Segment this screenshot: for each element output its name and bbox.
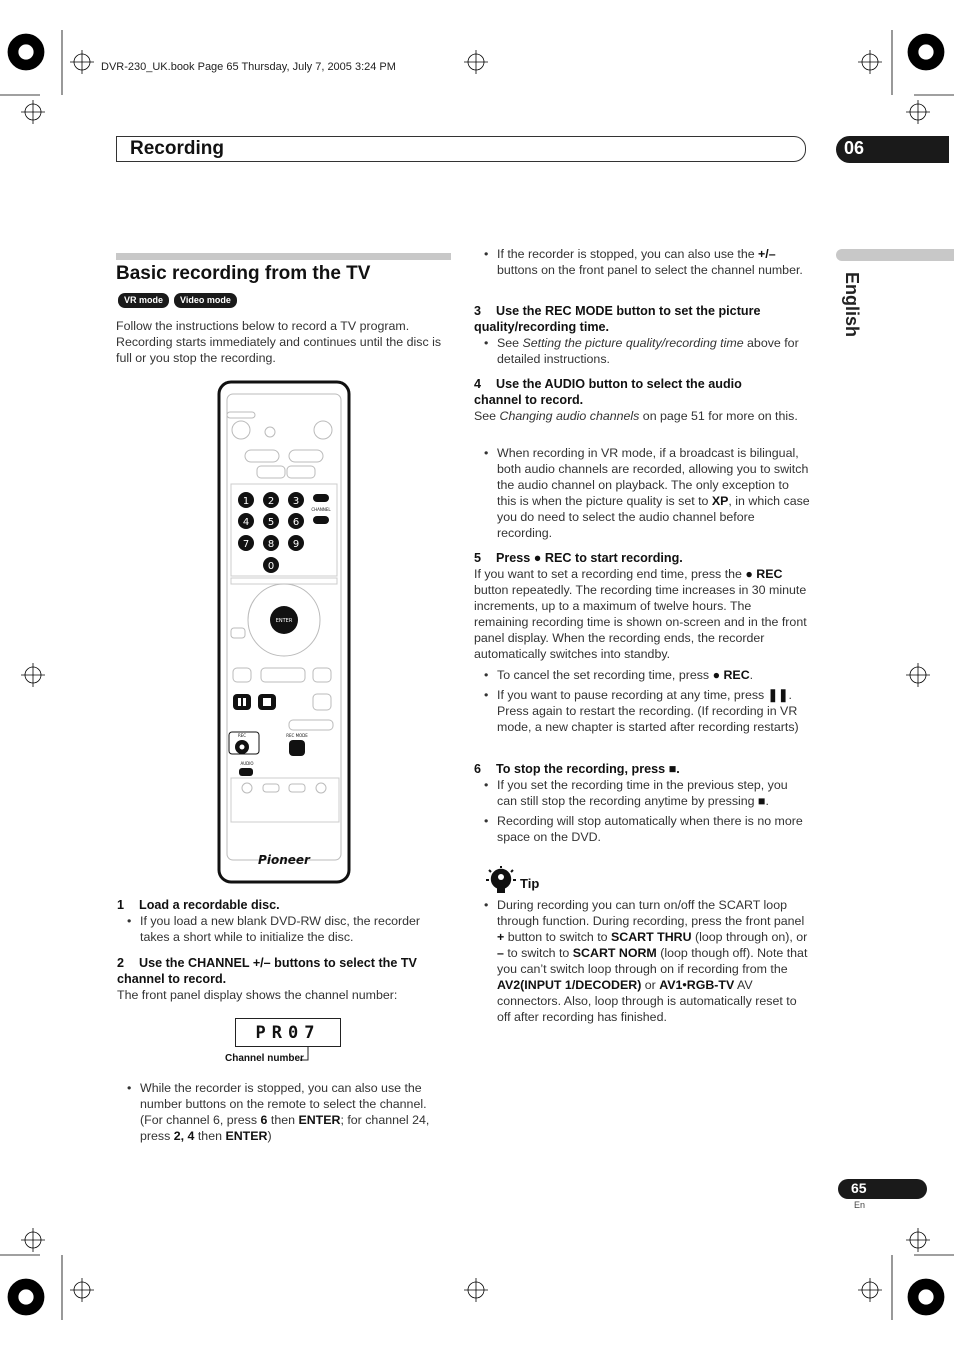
rec-label: REC: [237, 733, 247, 738]
sunburst-mark-br: [908, 1279, 944, 1315]
section-rule: [116, 253, 451, 260]
tip-bullet: • During recording you can turn on/off the SCART loop through function. During recording, press the front panel + button to switch to SCART THRU (loop through on), or – to switch to SCART NORM (loop though off). Note that you can’t switch loop through on if recording from the AV2(INPUT 1/DECODER) or AV1•RGB-TV AV connectors. Also, loop through is automatically reset to off after recording has finished.: [474, 897, 810, 1025]
digit-label: 2: [267, 496, 275, 507]
step-1-title: 1 Load a recordable disc.: [117, 898, 280, 912]
digit-button-6: [288, 513, 304, 529]
pioneer-logo: Pioneer: [258, 853, 310, 867]
step-5-bullet-2: • If you want to pause recording at any time, press ❚❚. Press again to restart the recording. (If recording in VR mode, a new chapter is started after recording restarts): [474, 687, 810, 735]
remote-control-illustration: [217, 380, 351, 885]
intro-paragraph: Follow the instructions below to record a TV program. Recording starts immediately and continues until the disc is full or you stop the recording.: [116, 319, 442, 365]
digit-label: 3: [292, 496, 300, 507]
pause-button: [233, 694, 251, 710]
channel-label: CHANNEL: [311, 507, 331, 512]
digit-button-9: [288, 535, 304, 551]
language-label: English: [842, 272, 862, 338]
tip-lightbulb-icon: [486, 866, 516, 896]
step-2-body: The front panel display shows the channel number:: [117, 988, 398, 1002]
sunburst-mark-tl: [8, 34, 44, 70]
print-header: DVR-230_UK.book Page 65 Thursday, July 7, 2005 3:24 PM: [101, 61, 396, 73]
page-language: En: [854, 1200, 866, 1210]
channel-minus-button: [313, 516, 329, 524]
step-5-title: 5 Press ● REC to start recording.: [474, 551, 683, 565]
digit-button-7: [238, 535, 254, 551]
section-title: Basic recording from the TV: [116, 263, 371, 284]
step-4-title: 4 Use the AUDIO button to select the audio channel to record.: [474, 377, 742, 407]
channel-front-panel-bullet: • If the recorder is stopped, you can also use the +/– buttons on the front panel to select the channel number.: [474, 246, 806, 278]
step-4-body: See Changing audio channels on page 51 for more on this.: [474, 409, 798, 423]
page-number: 65: [851, 1180, 867, 1196]
header-title: Recording: [130, 138, 224, 159]
digit-label: 4: [242, 517, 250, 528]
sunburst-mark-tr: [908, 34, 944, 70]
step-3-title: 3 Use the REC MODE button to set the picture quality/recording time.: [474, 304, 761, 334]
step-5-body: If you want to set a recording end time, press the ● REC button repeatedly. The recording time increases in 30 minute increments, up to a maximum of twelve hours. The remaining recording time is shown on-screen and in the front panel display. When the recording ends, the recorder automatically switches into standby.: [474, 567, 807, 661]
vr-mode-badge: VR mode: [118, 293, 169, 308]
step-2-bullet: • While the recorder is stopped, you can also use the number buttons on the remote to select the channel. (For channel 6, press 6 then ENTER; for channel 24, press 2, 4 then ENTER): [117, 1080, 451, 1144]
enter-label: ENTER: [275, 618, 293, 624]
video-mode-badge: Video mode: [174, 293, 237, 308]
step-5-bullet-1: • To cancel the set recording time, press ● REC.: [474, 667, 806, 683]
chapter-number: 06: [844, 138, 865, 158]
digit-button-5: [263, 513, 279, 529]
digit-label: 5: [267, 517, 275, 528]
language-tab: [836, 249, 954, 261]
step-1-bullet: • If you load a new blank DVD-RW disc, the recorder takes a short while to initialize the disc.: [117, 913, 447, 945]
digit-button-0: [263, 557, 279, 573]
digit-label: 7: [242, 539, 250, 550]
digit-label: 9: [292, 539, 300, 550]
digit-label: 1: [242, 496, 250, 507]
chapter-header-bar: [116, 136, 806, 162]
digit-label: 8: [267, 539, 275, 550]
front-panel-display: PR07: [235, 1018, 341, 1047]
step-6-bullet-1: • If you set the recording time in the previous step, you can still stop the recording anytime by pressing ■.: [474, 777, 810, 809]
rec-mode-button: [289, 740, 305, 756]
chapter-number-badge: [836, 136, 949, 163]
page-number-badge: [838, 1179, 927, 1199]
digit-label: 6: [292, 517, 300, 528]
step-6-bullet-2: • Recording will stop automatically when there is no more space on the DVD.: [474, 813, 806, 845]
step-6-title: 6 To stop the recording, press ■.: [474, 762, 680, 776]
step-4-bullet: • When recording in VR mode, if a broadcast is bilingual, both audio channels are recorded, allowing you to switch the audio channel on playback. The only exception to this is when the picture quality is set to XP, in which case you do need to select the audio channel before recording.: [474, 445, 810, 541]
step-3-bullet: • See Setting the picture quality/recording time above for detailed instructions.: [474, 335, 806, 367]
digit-button-2: [263, 492, 279, 508]
digit-button-4: [238, 513, 254, 529]
digit-button-1: [238, 492, 254, 508]
audio-button: [239, 768, 253, 776]
tip-label: Tip: [520, 876, 540, 891]
digit-button-8: [263, 535, 279, 551]
step-2-title: 2 Use the CHANNEL +/– buttons to select the TV channel to record.: [117, 956, 417, 986]
sunburst-mark-bl: [8, 1279, 44, 1315]
channel-plus-button: [313, 494, 329, 502]
display-caption: Channel number: [225, 1053, 304, 1064]
audio-label: AUDIO: [240, 761, 254, 766]
digit-button-3: [288, 492, 304, 508]
rec-mode-label: REC MODE: [286, 733, 308, 738]
digit-label: 0: [267, 561, 275, 572]
